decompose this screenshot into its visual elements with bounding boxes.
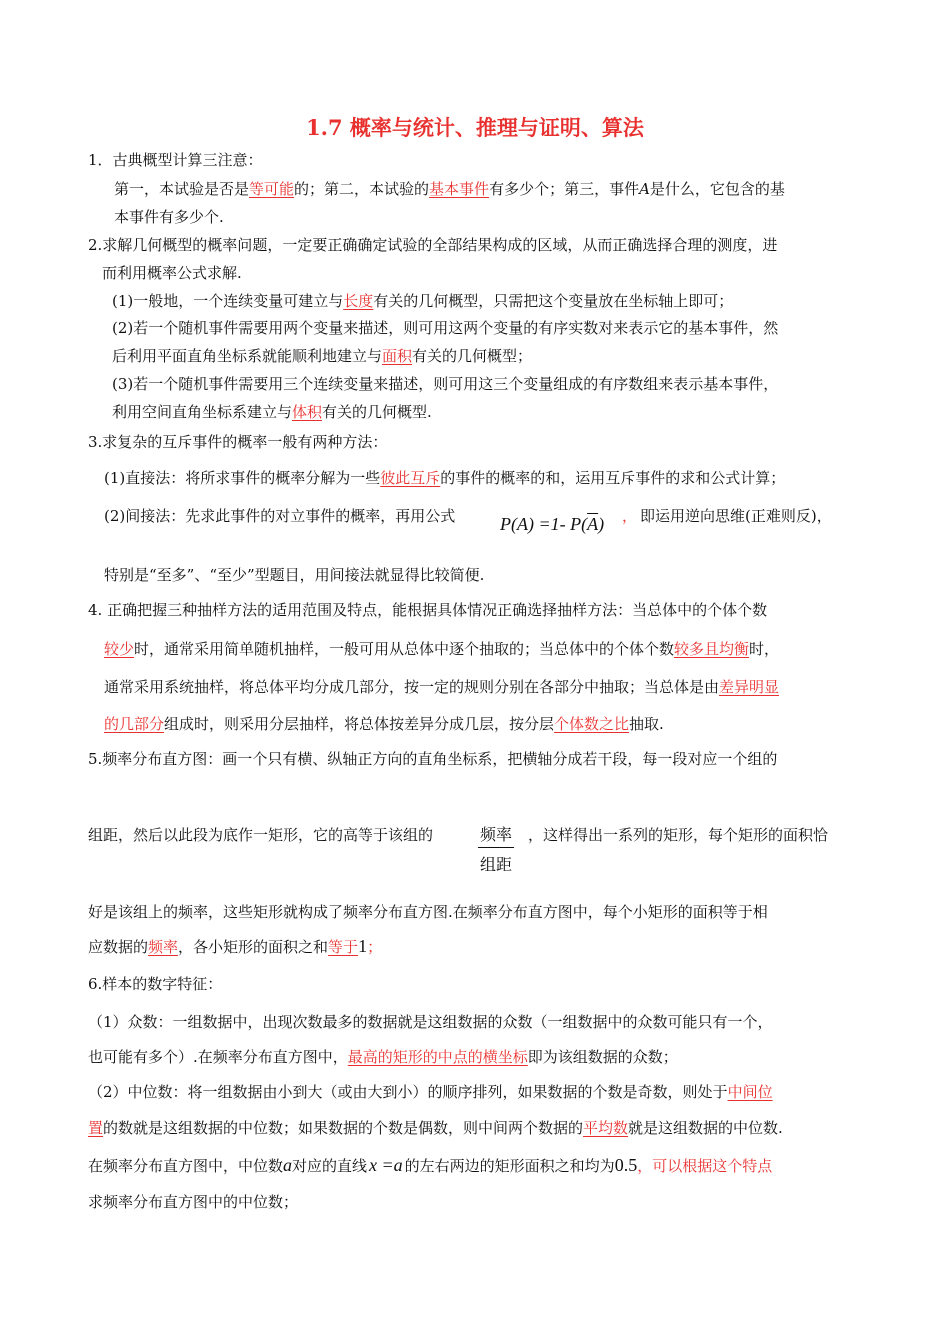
section-1-line-1 bbox=[114, 177, 785, 201]
text: （2）中位数：将一组数据由小到大（或由大到小）的顺序排列，如果数据的个数是奇数，则处于 bbox=[88, 1083, 728, 1101]
section-3-point-2-cont: 即运用逆向思维(正难则反)， bbox=[640, 507, 832, 525]
keyword-length: 长度 bbox=[343, 292, 374, 310]
text: 应数据的 bbox=[88, 938, 149, 956]
section-2-point-3: (3)若一个随机事件需要用三个连续变量来描述，则可用这三个变量组成的有序数组来表示基本事件， bbox=[112, 375, 779, 393]
text: (1)一般地，一个连续变量可建立与 bbox=[112, 292, 344, 310]
text: 抽取. bbox=[629, 715, 664, 733]
section-5-line-2a: 组距，然后以此段为底作一矩形，它的高等于该组的 bbox=[88, 826, 434, 844]
text: 有关的几何概型； bbox=[412, 347, 533, 365]
keyword-position: 置 bbox=[88, 1119, 104, 1137]
keyword-few: 较少 bbox=[104, 640, 135, 658]
text: 时， bbox=[749, 640, 780, 658]
text: 有关的几何概型. bbox=[322, 403, 432, 421]
keyword-frequency: 频率 bbox=[148, 938, 179, 956]
keyword-basic-event: 基本事件 bbox=[429, 180, 490, 198]
text: 后利用平面直角坐标系就能顺利地建立与 bbox=[112, 347, 383, 365]
text: 有关的几何概型，只需把这个变量放在坐标轴上即可； bbox=[373, 292, 734, 310]
section-5-line-4 bbox=[88, 934, 382, 959]
keyword-several-parts: 的几部分 bbox=[104, 715, 165, 733]
section-3-point-1 bbox=[104, 466, 785, 490]
section-1-heading: 1．古典概型计算三注意： bbox=[88, 151, 263, 169]
equation-x-equals-a: x =a bbox=[369, 1155, 403, 1175]
variable-a: A bbox=[639, 180, 650, 198]
formula-part: P(A) =1- P( bbox=[500, 514, 588, 534]
keyword-highest-midpoint: 最高的矩形的中点的横坐标 bbox=[347, 1048, 528, 1066]
keyword-equally-likely: 等可能 bbox=[249, 180, 295, 198]
text: ，可以根据这个特点 bbox=[637, 1157, 773, 1175]
section-4-line-4 bbox=[104, 712, 664, 736]
text: 即为该组数据的众数； bbox=[527, 1048, 678, 1066]
section-6-point-1: （1）众数：一组数据中，出现次数最多的数据就是这组数据的众数（一组数据中的众数可能只有一个， bbox=[88, 1013, 773, 1031]
text: 对应的直线 bbox=[292, 1157, 368, 1175]
fraction-denominator: 组距 bbox=[480, 855, 513, 874]
keyword-ratio: 个体数之比 bbox=[554, 715, 630, 733]
text: (1)直接法：将所求事件的概率分解为一些 bbox=[104, 469, 381, 487]
fraction-numerator: 频率 bbox=[478, 822, 514, 848]
section-2-point-3-cont bbox=[112, 400, 432, 424]
section-6-point-2 bbox=[88, 1080, 773, 1104]
formula-part: ) bbox=[598, 514, 605, 534]
section-2-heading-cont: 而利用概率公式求解. bbox=[102, 264, 242, 282]
text: ，各小矩形的面积之和 bbox=[178, 938, 329, 956]
section-2-point-2: (2)若一个随机事件需要用两个变量来描述，则可用这两个变量的有序实数对来表示它的基本事件，然 bbox=[112, 319, 779, 337]
section-5-line-3: 好是该组上的频率，这些矩形就构成了频率分布直方图.在频率分布直方图中，每个小矩形的面积等于相 bbox=[88, 903, 768, 921]
section-2-point-2-cont bbox=[112, 344, 532, 368]
keyword-distinct: 差异明显 bbox=[719, 678, 780, 696]
text: 的；第二，本试验的 bbox=[294, 180, 430, 198]
section-3-note: 特别是“至多”、“至少”型题目，用间接法就显得比较简便. bbox=[104, 566, 485, 584]
section-2-point-1 bbox=[112, 289, 733, 313]
text: 有多少个；第三，事件 bbox=[489, 180, 640, 198]
text: 时，通常采用简单随机抽样，一般可用从总体中逐个抽取的；当总体中的个体个数 bbox=[134, 640, 675, 658]
keyword-average: 平均数 bbox=[583, 1119, 629, 1137]
text: 的数就是这组数据的中位数；如果数据的个数是偶数，则中间两个数据的 bbox=[103, 1119, 584, 1137]
keyword-middle-position: 中间位 bbox=[727, 1083, 773, 1101]
section-6-heading: 6.样本的数字特征： bbox=[88, 975, 223, 993]
section-4-line-1: 4. 正确把握三种抽样方法的适用范围及特点，能根据具体情况正确选择抽样方法：当总体中的个体个数 bbox=[88, 601, 768, 619]
section-6-point-2-histogram bbox=[88, 1153, 772, 1178]
section-6-point-2-cont bbox=[88, 1116, 783, 1140]
section-3-point-2: (2)间接法：先求此事件的对立事件的概率，再用公式 bbox=[104, 507, 456, 525]
keyword-many-balanced: 较多且均衡 bbox=[674, 640, 750, 658]
text: 的事件的概率的和，运用互斥事件的求和公式计算； bbox=[440, 469, 786, 487]
section-1-line-2: 本事件有多少个. bbox=[114, 208, 224, 226]
text: 是什么，它包含的基 bbox=[649, 180, 785, 198]
section-6-point-2-end: 求频率分布直方图中的中位数； bbox=[88, 1193, 299, 1211]
text: 第一，本试验是否是 bbox=[114, 180, 250, 198]
value-half: 0.5 bbox=[614, 1155, 638, 1175]
text: 组成时，则采用分层抽样，将总体按差异分成几层，按分层 bbox=[164, 715, 555, 733]
page-title: 1.7 概率与统计、推理与证明、算法 bbox=[306, 115, 644, 140]
text: 的左右两边的矩形面积之和均为 bbox=[404, 1157, 615, 1175]
section-5-line-2b: ，这样得出一系列的矩形，每个矩形的面积恰 bbox=[528, 826, 829, 844]
section-5-line-1: 5.频率分布直方图：画一个只有横、纵轴正方向的直角坐标系，把横轴分成若干段，每一段对应一个组的 bbox=[88, 750, 778, 768]
text: 也可能有多个）.在频率分布直方图中， bbox=[88, 1048, 348, 1066]
text: 利用空间直角坐标系建立与 bbox=[112, 403, 293, 421]
variable-a: a bbox=[283, 1155, 293, 1175]
section-4-line-3 bbox=[104, 675, 779, 699]
text: 通常采用系统抽样，将总体平均分成几部分，按一定的规则分别在各部分中抽取；当总体是由 bbox=[104, 678, 720, 696]
text: 在频率分布直方图中，中位数 bbox=[88, 1157, 284, 1175]
complement-formula bbox=[500, 512, 604, 536]
section-3-heading: 3.求复杂的互斥事件的概率一般有两种方法： bbox=[88, 433, 388, 451]
section-6-point-1-cont bbox=[88, 1045, 678, 1069]
section-4-line-2 bbox=[104, 637, 779, 661]
formula-complement-a: $\overline{A}$ bbox=[587, 514, 599, 534]
section-2-heading: 2.求解几何概型的概率问题，一定要正确确定试验的全部结果构成的区域，从而正确选择合理的测度，进 bbox=[88, 236, 778, 254]
keyword-volume: 体积 bbox=[292, 403, 323, 421]
value-one: 1 bbox=[358, 936, 368, 956]
keyword-equals: 等于 bbox=[328, 938, 359, 956]
keyword-mutually-exclusive: 彼此互斥 bbox=[380, 469, 441, 487]
text: 就是这组数据的中位数. bbox=[628, 1119, 783, 1137]
formula-comma: ， bbox=[622, 507, 638, 525]
frequency-over-interval-fraction bbox=[478, 822, 514, 875]
keyword-area: 面积 bbox=[382, 347, 413, 365]
text: ； bbox=[367, 938, 383, 956]
